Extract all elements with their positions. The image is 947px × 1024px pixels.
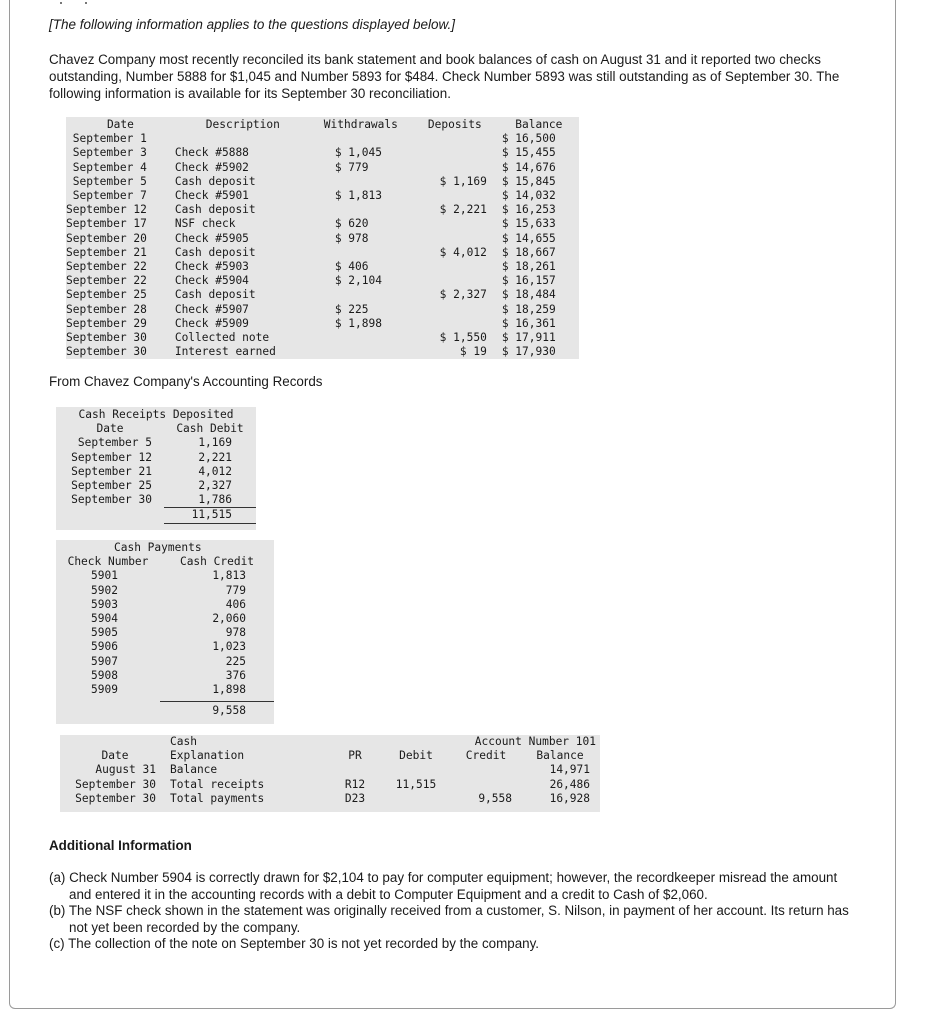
row-balance: $ 16,500 [501,132,556,146]
row-date: September 20 [66,231,147,245]
row-balance: $ 18,667 [501,245,556,259]
row-description: Cash deposit [174,174,256,188]
row-withdrawal: $ 779 [334,160,369,174]
row-withdrawal: $ 225 [334,302,369,316]
row-description: Cash deposit [174,288,256,302]
ledger-explanation: Total receipts [170,777,265,791]
row-description: Check #5907 [174,302,249,316]
row-date: September 29 [66,316,147,330]
ledger-explanation: Total payments [170,791,265,805]
row-description: Check #5888 [174,146,249,160]
row-withdrawal [311,175,411,189]
bank-statement-row [66,246,579,260]
receipt-amount: 4,012 [198,464,232,478]
receipt-amount: 2,327 [198,479,232,493]
row-withdrawal [311,331,411,345]
payment-check-number: 5905 [91,626,118,640]
row-withdrawal [311,132,411,146]
row-date: September 22 [66,260,147,274]
bank-statement-row [66,189,579,203]
row-date: September 1 [72,132,147,146]
row-description: Cash deposit [174,245,256,259]
row-balance: $ 14,676 [501,160,556,174]
row-date: September 17 [66,217,147,231]
row-balance: $ 15,455 [501,146,556,160]
payment-check-number: 5901 [91,569,118,583]
row-deposit [411,132,499,146]
row-deposit: $ 1,550 [439,331,487,345]
ledger-date: August 31 [95,763,156,777]
ledger-pr: D23 [344,791,366,805]
row-deposit: $ 4,012 [439,245,487,259]
row-balance: $ 16,253 [501,203,556,217]
payment-amount: 978 [225,626,246,640]
ledger-col-pr: PR [348,749,362,763]
ledger-balance: 14,971 [549,763,590,777]
ledger-credit [452,763,520,777]
row-description: Check #5909 [174,316,249,330]
col-description: Description [205,118,280,131]
row-date: September 22 [66,274,147,288]
row-deposit [411,146,499,160]
payment-amount: 779 [225,583,246,597]
row-date: September 12 [66,203,147,217]
row-balance: $ 17,911 [501,331,556,345]
row-withdrawal [311,203,411,217]
bank-statement-row [66,146,579,160]
payment-check-number: 5904 [91,612,118,626]
ledger-date: September 30 [75,777,156,791]
ledger-credit [452,778,520,792]
payments-row [56,640,274,654]
cash-receipts-table [56,407,256,530]
receipts-row [56,465,256,479]
bank-statement-row [66,331,579,345]
ledger-row [60,792,600,806]
ledger-col-balance: Balance [536,749,584,763]
row-withdrawal: $ 406 [334,260,369,274]
ledger-date: September 30 [75,791,156,805]
payments-row [56,655,274,669]
cash-ledger-table [60,735,600,812]
row-description: Interest earned [174,345,276,359]
row-deposit [411,303,499,317]
row-date: September 7 [72,189,147,203]
receipts-row [56,479,256,493]
payments-total: 9,558 [160,702,274,719]
row-deposit: $ 2,221 [439,203,487,217]
row-balance: $ 15,633 [501,217,556,231]
ledger-debit [380,763,452,777]
row-withdrawal: $ 2,104 [334,274,382,288]
receipt-date: September 21 [71,464,152,478]
bank-statement-row [66,345,579,359]
row-deposit [411,274,499,288]
cash-payments-table [56,540,274,724]
ledger-debit: 11,515 [395,777,437,791]
row-date: September 25 [66,288,147,302]
row-balance: $ 15,845 [501,174,556,188]
receipt-amount: 1,169 [198,436,232,450]
ledger-explanation: Balance [170,763,218,777]
bank-statement-row [66,161,579,175]
row-date: September 30 [66,345,147,359]
col-balance: Balance [515,118,563,131]
row-withdrawal [311,345,411,359]
row-balance: $ 14,032 [501,189,556,203]
receipts-col-debit: Cash Debit [176,422,244,436]
row-description: Check #5901 [174,189,249,203]
row-description: Check #5905 [174,231,249,245]
ledger-balance: 26,486 [549,777,590,791]
row-description: Collected note [174,331,270,345]
ledger-pr [330,763,380,777]
ledger-pr: R12 [344,777,366,791]
bank-statement-row [66,288,579,302]
bank-statement-table [66,117,579,359]
bank-statement-row [66,274,579,288]
row-date: September 30 [66,331,147,345]
receipt-date: September 5 [77,436,152,450]
row-deposit [411,260,499,274]
col-deposits: Deposits [427,118,482,131]
additional-info-item: (c) The collection of the note on September 30 is not yet recorded by the company. [49,936,540,951]
receipt-amount: 2,221 [198,450,232,464]
problem-paragraph: Chavez Company most recently reconciled its bank statement and book balances of cash on August 31 and it reported two checks outstanding, Number 5888 for $1,045 and Number 5893 for $484. Check Number 5893 was still outstanding as of September 30. The following information is available for its September 30 reconciliation. [49,52,840,101]
additional-info-title: Additional Information [49,838,192,853]
ledger-col-debit: Debit [399,749,433,763]
row-deposit: $ 2,327 [439,288,487,302]
row-balance: $ 17,930 [501,345,556,359]
payments-row [56,669,274,683]
row-withdrawal: $ 978 [334,231,369,245]
row-balance: $ 18,484 [501,288,556,302]
row-date: September 4 [72,160,147,174]
bank-statement-row [66,317,579,331]
additional-info-item: (b) The NSF check shown in the statement was originally received from a customer, S. Nilson, in payment of her account. Its return has not yet been recorded by the company. [49,903,849,935]
payments-row [56,584,274,598]
receipts-title: Cash Receipts Deposited [78,408,234,421]
row-date: September 21 [66,245,147,259]
row-date: September 5 [72,174,147,188]
additional-info-list [49,870,859,953]
row-withdrawal: $ 1,813 [334,189,382,203]
receipts-total: 11,515 [164,508,256,523]
ledger-debit [380,792,452,806]
row-withdrawal: $ 1,045 [334,146,382,160]
ledger-balance: 16,928 [549,791,590,805]
payment-check-number: 5903 [91,597,118,611]
bank-statement-row [66,203,579,217]
col-withdrawals: Withdrawals [323,118,398,131]
row-balance: $ 16,157 [501,274,556,288]
bank-statement-header [66,117,579,132]
receipt-date: September 25 [71,479,152,493]
payment-check-number: 5908 [91,668,118,682]
payment-amount: 376 [225,668,246,682]
payment-amount: 2,060 [212,612,246,626]
bank-statement-row [66,217,579,231]
ledger-row [60,763,600,777]
row-deposit [411,217,499,231]
payment-amount: 1,023 [212,640,246,654]
row-deposit [411,232,499,246]
row-balance: $ 14,655 [501,231,556,245]
payments-title: Cash Payments [114,541,202,554]
row-description: Cash deposit [174,203,256,217]
row-withdrawal: $ 620 [334,217,369,231]
receipt-amount: 1,786 [198,493,232,507]
bank-statement-row [66,232,579,246]
col-date: Date [106,118,134,131]
receipt-date: September 30 [71,493,152,507]
bank-statement-row [66,303,579,317]
row-date: September 3 [72,146,147,160]
payment-check-number: 5909 [91,683,118,697]
receipts-row [56,493,256,508]
payments-row [56,569,274,583]
payments-row [56,612,274,626]
payments-col-credit: Cash Credit [179,555,255,569]
ledger-credit: 9,558 [478,791,512,805]
row-withdrawal [311,246,411,260]
ledger-account-number: Account Number 101 [474,735,596,748]
row-deposit: $ 1,169 [439,174,487,188]
receipts-row [56,451,256,465]
records-heading: From Chavez Company's Accounting Records [49,374,323,389]
payments-row [56,626,274,640]
payment-amount: 1,898 [212,683,246,697]
row-description: Check #5902 [174,160,249,174]
row-balance: $ 18,259 [501,302,556,316]
payment-check-number: 5902 [91,583,118,597]
payments-col-number: Check Number [67,555,149,569]
payment-check-number: 5907 [91,654,118,668]
bank-statement-row [66,132,579,146]
ledger-col-explanation: Explanation [170,749,245,763]
top-mark [60,2,62,4]
row-deposit [411,161,499,175]
payments-row [56,683,274,697]
payment-amount: 406 [225,597,246,611]
bank-statement-row [66,175,579,189]
receipts-col-date: Date [96,422,124,436]
receipt-date: September 12 [71,450,152,464]
additional-info-item: (a) Check Number 5904 is correctly drawn for $2,104 to pay for computer equipment; however, the recordkeeper misread the amount and entered it in the accounting records with a debit to Computer Equipment and a credit to Cash of $2,060. [49,870,838,902]
row-description: NSF check [174,217,236,231]
row-balance: $ 16,361 [501,316,556,330]
row-withdrawal [311,288,411,302]
receipts-row [56,436,256,450]
row-withdrawal: $ 1,898 [334,316,382,330]
payment-check-number: 5906 [91,640,118,654]
bank-statement-row [66,260,579,274]
row-balance: $ 18,261 [501,260,556,274]
row-description: Check #5903 [174,260,249,274]
row-deposit [411,317,499,331]
ledger-row [60,778,600,792]
intro-note: [The following information applies to the questions displayed below.] [49,17,455,32]
ledger-col-credit: Credit [465,749,507,763]
payment-amount: 225 [225,654,246,668]
row-date: September 28 [66,302,147,316]
payments-row [56,598,274,612]
row-deposit [411,189,499,203]
ledger-title: Cash [170,735,197,748]
row-deposit: $ 19 [459,345,487,359]
payment-amount: 1,813 [212,569,246,583]
row-description: Check #5904 [174,274,249,288]
row-description [175,132,311,146]
ledger-col-date: Date [101,749,129,763]
top-mark [85,2,87,4]
